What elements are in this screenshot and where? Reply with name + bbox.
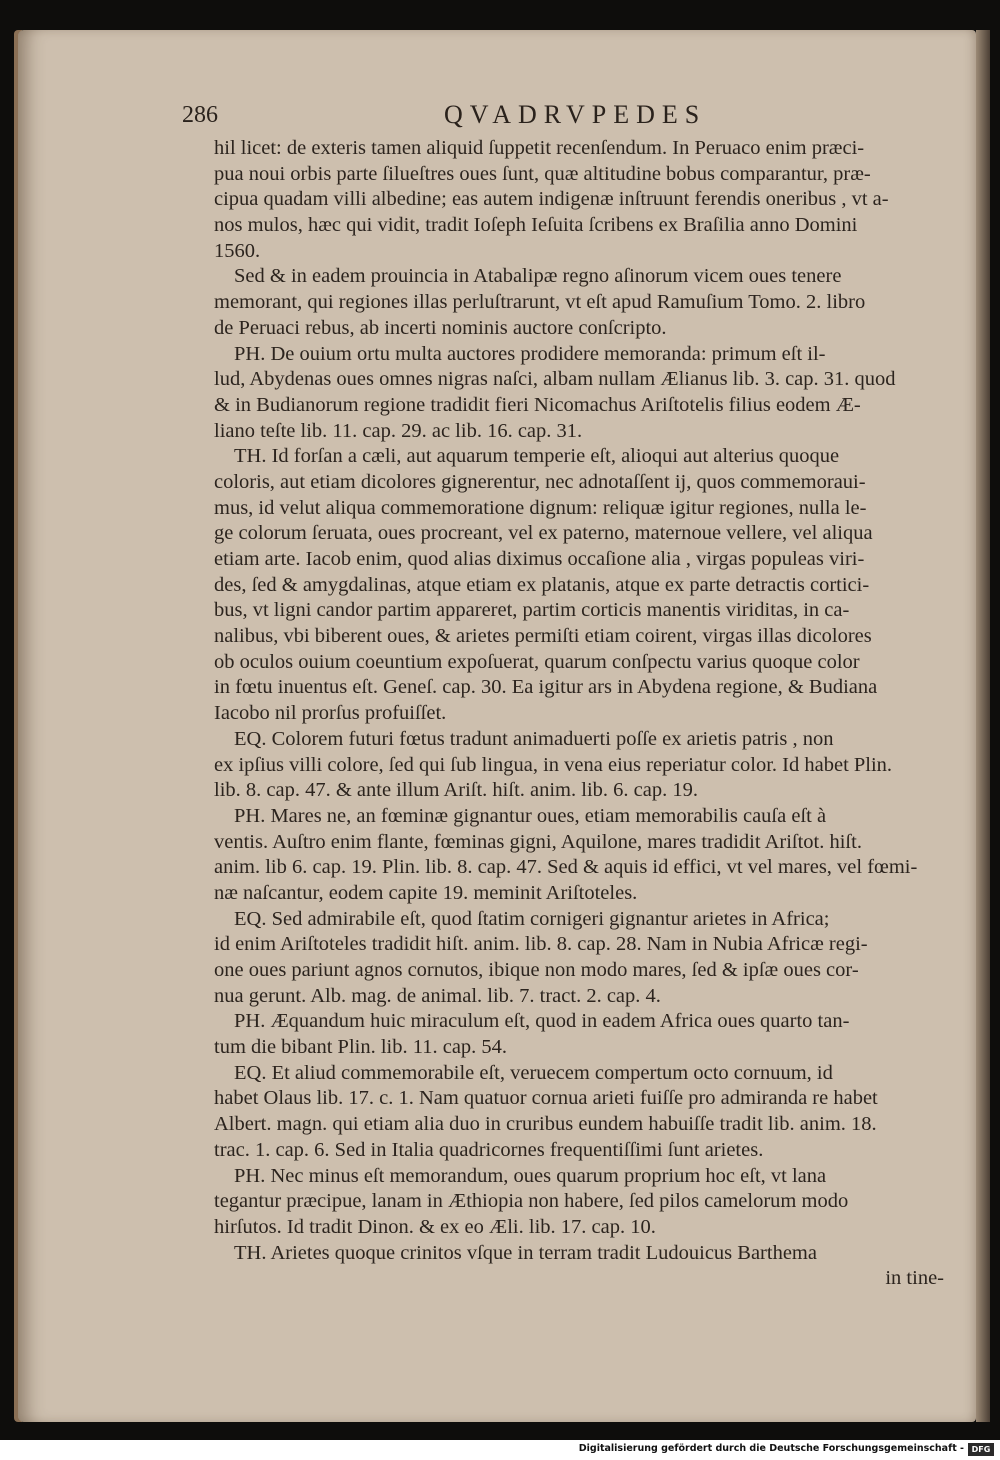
text-line: nalibus, vbi biberent oues, & arietes permiſti etiam coirent, virgas illas dicolores [214,625,872,648]
text-line: PH. De ouium ortu multa auctores prodidere memoranda: primum eſt il- [234,342,826,365]
text-line: tegantur præcipue, lanam in Æthiopia non habere, ſed pilos camelorum modo [214,1190,849,1213]
text-line: tum die bibant Plin. lib. 11. cap. 54. [214,1036,508,1059]
text-line: TH. Arietes quoque crinitos vſque in terram tradit Ludouicus Barthema [234,1241,817,1264]
text-line: & in Budianorum regione tradidit fieri Nicomachus Ariſtotelis filius eodem Æ- [214,393,861,416]
text-line: coloris, aut etiam dicolores gignerentur, nec adnotaſſent ij, quos commemoraui- [214,470,866,493]
text-line: hirſutos. Id tradit Dinon. & ex eo Æli. lib. 17. cap. 10. [214,1215,656,1238]
footer-bar [0,1440,1000,1460]
text-line: memorant, qui regiones illas perluſtrarunt, vt eſt apud Ramuſium Tomo. 2. libro [214,291,866,314]
text-line: ex ipſius villi colore, ſed qui ſub lingua, in vena eius reperiatur color. Id habet Plin. [214,753,893,776]
text-line: lud, Abydenas oues omnes nigras naſci, albam nullam Ælianus lib. 3. cap. 31. quod [214,368,896,391]
catchword: in tine- [885,1267,944,1290]
text-line: næ naſcantur, eodem capite 19. meminit Ariſtoteles. [214,881,638,904]
text-line: anim. lib 6. cap. 19. Plin. lib. 8. cap. 47. Sed & aquis id effici, vt vel mares, vel fœmi- [214,856,918,879]
text-line: habet Olaus lib. 17. c. 1. Nam quatuor cornua arieti fuiſſe pro admiranda re habet [214,1087,878,1110]
text-line: PH. Nec minus eſt memorandum, oues quarum proprium hoc eſt, vt lana [234,1164,827,1187]
text-line: Iacobo nil prorſus profuiſſet. [214,702,447,725]
funding-credit: Digitalisierung gefördert durch die Deutsche Forschungsgemeinschaft - [578,1443,964,1454]
text-line: Albert. magn. qui etiam alia duo in cruribus eundem habuiſſe tradit lib. anim. 18. [214,1113,877,1136]
page-edge-shadow [976,30,990,1422]
text-line: PH. Mares ne, an fœminæ gignantur oues, etiam memorabilis cauſa eſt à [234,804,827,827]
page-number: 286 [182,102,218,128]
text-line: cipua quadam villi albedine; eas autem indigenæ inſtruunt ferendis oneribus , vt a- [214,188,889,211]
text-line: nua gerunt. Alb. mag. de animal. lib. 7. tract. 2. cap. 4. [214,984,661,1007]
text-line: one oues pariunt agnos cornutos, ibique non modo mares, ſed & ipſæ oues cor- [214,959,859,981]
text-line: ob oculos ouium coeuntium expoſuerat, quarum conſpectu varius quoque color [214,650,860,673]
text-line: liano teſte lib. 11. cap. 29. ac lib. 16. cap. 31. [214,419,583,442]
text-line: nos mulos, hæc qui vidit, tradit Ioſeph Ieſuita ſcribens ex Braſilia anno Domini [214,214,858,237]
body-text [214,136,954,1292]
text-line: EQ. Colorem futuri fœtus tradunt animaduerti poſſe ex arietis patris , non [234,727,834,750]
text-line: TH. Id forſan a cæli, aut aquarum temperie eſt, alioqui aut alterius quoque [234,445,840,468]
text-line: ventis. Auſtro enim flante, fœminas gigni, Aquilone, mares tradidit Ariſtot. hiſt. [214,830,862,853]
text-line: 1560. [214,239,261,262]
text-line: EQ. Sed admirabile eſt, quod ſtatim cornigeri gignantur arietes in Africa; [234,907,830,930]
text-line: EQ. Et aliud commemorabile eſt, veruecem compertum octo cornuum, id [234,1061,833,1084]
running-head: QVADRVPEDES [444,100,707,129]
text-line: Sed & in eadem prouincia in Atabalipæ regno aſinorum vicem oues tenere [234,265,842,288]
text-line: de Peruaci rebus, ab incerti nominis auctore conſcripto. [214,316,667,339]
text-line: id enim Ariſtoteles tradidit hiſt. anim. lib. 8. cap. 28. Nam in Nubia Africæ regi- [214,933,868,956]
text-line: in fœtu inuentus eſt. Geneſ. cap. 30. Ea igitur ars in Abydena regione, & Budiana [214,676,878,699]
dfg-logo: DFG [968,1443,994,1456]
text-line: etiam arte. Iacob enim, quod alias diximus occaſione alia , virgas populeas viri- [214,548,865,570]
text-line: pua noui orbis parte ſilueſtres oues ſunt, quæ altitudine bobus comparantur, præ- [214,162,871,185]
text-line: ge colorum ſeruata, oues procreant, vel ex paterno, maternoue vellere, vel aliqua [214,522,873,545]
text-line: trac. 1. cap. 6. Sed in Italia quadricornes frequentiſſimi ſunt arietes. [214,1138,764,1161]
text-line: des, ſed & amygdalinas, atque etiam ex platanis, atque ex parte detractis cortici- [214,573,870,596]
text-line: bus, vt ligni candor partim appareret, partim corticis manentis viriditas, in ca- [214,599,850,622]
text-line: hil licet: de exteris tamen aliquid ſuppetit recenſendum. In Peruaco enim præci- [214,137,865,159]
text-line: mus, id velut aliqua commemoratione dignum: reliquæ igitur regiones, nulla le- [214,496,867,519]
text-line: PH. Æquandum huic miraculum eſt, quod in eadem Africa oues quarto tan- [234,1010,850,1033]
text-line: lib. 8. cap. 47. & ante illum Ariſt. hiſt. anim. lib. 6. cap. 19. [214,779,698,802]
